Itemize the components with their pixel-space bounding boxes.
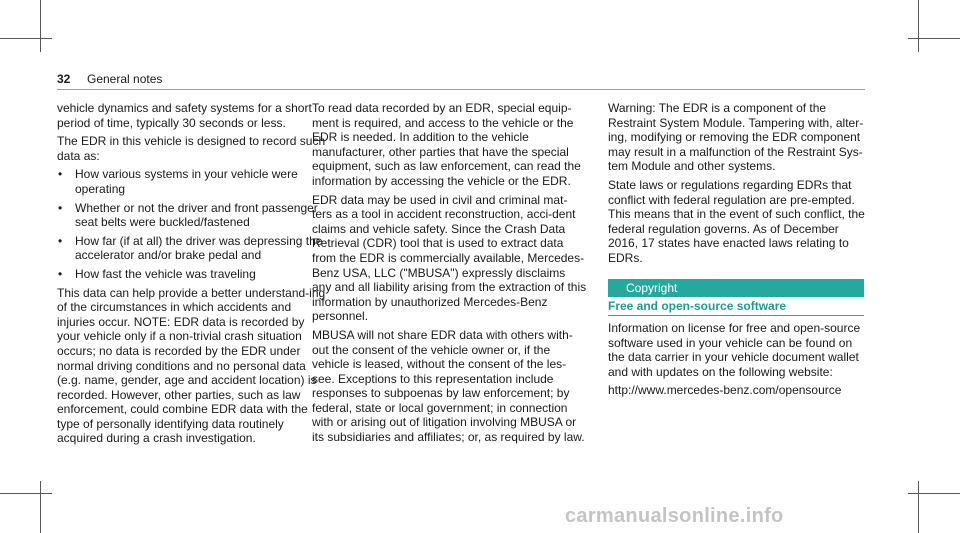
crop-mark	[0, 493, 52, 494]
column-3	[608, 101, 870, 270]
open-source-heading: Free and open-source software	[608, 299, 787, 313]
list-item	[57, 234, 329, 263]
bullet-list	[57, 167, 329, 281]
paragraph: vehicle dynamics and safety systems for a short period of time, typically 30 seconds or less.	[57, 101, 312, 130]
paragraph: Warning: The EDR is a component of the Restraint System Module. Tampering with, alter-ing, modifying or removing the EDR component may result in a malfunction of the Restraint Sys-tem Module and other systems.	[608, 101, 864, 174]
paragraph: The EDR in this vehicle is designed to record such data as:	[57, 134, 326, 163]
page-header	[57, 72, 865, 92]
list-item-text: How various systems in your vehicle were operating	[75, 167, 298, 196]
paragraph: EDR data may be used in civil and criminal mat-ters as a tool in accident reconstruction, acci-dent claims and vehicle safety. Since the Crash Data Retrieval (CDR) tool that is used to extract data from the EDR is commercially available, Mercedes-Benz USA, LLC ("MBUSA") expressly disclaims any and all liability arising from the extraction of this information by unauthorized Mercedes-Benz personnel.	[312, 192, 587, 324]
bullet-icon: •	[58, 266, 63, 281]
crop-mark	[40, 481, 41, 533]
column-1	[57, 101, 329, 450]
crop-mark	[908, 38, 960, 39]
list-item	[57, 201, 329, 230]
page-number: 32	[57, 72, 71, 86]
header-rule	[57, 89, 865, 90]
paragraph: To read data recorded by an EDR, special equip-ment is required, and access to the vehicle or the EDR is needed. In addition to the vehicle manufacturer, other parties that have the special equipment, such as law enforcement, can read the information by accessing the vehicle or the EDR.	[312, 101, 581, 188]
crop-mark	[908, 493, 960, 494]
crop-mark	[918, 0, 919, 52]
watermark: carmanualsonline.info	[565, 505, 784, 527]
bullet-icon: •	[58, 167, 63, 182]
opensource-url: http://www.mercedes-benz.com/opensource	[608, 383, 842, 398]
paragraph: State laws or regulations regarding EDRs that conflict with federal regulation are pre-empted. This means that in the event of such conflict, the federal regulation governs. As of December 2016, 17 states have enacted laws relating to EDRs.	[608, 177, 865, 265]
section-title: General notes	[87, 72, 163, 86]
list-item-text: Whether or not the driver and front passenger seat belts were buckled/fastened	[75, 200, 318, 230]
list-item-text: How far (if at all) the driver was depressing the accelerator and/or brake pedal and	[75, 233, 323, 263]
paragraph: This data can help provide a better understand-ing of the circumstances in which accidents and injuries occur. NOTE: EDR data is recorded by your vehicle only if a non-trivial crash situation occurs; no data is recorded by the EDR under normal driving conditions and no personal data (e.g. name, gender, age and accident location) is recorded. However, other parties, such as law enforcement, could combine EDR data with the type of personally identifying data routinely acquired during a crash investigation.	[57, 285, 326, 446]
copyright-heading-text: Copyright	[626, 281, 678, 295]
paragraph: Information on license for free and open-source software used in your vehicle can be found on the data carrier in your vehicle document wallet and with updates on the following website:	[608, 321, 861, 379]
bullet-icon: •	[58, 200, 63, 215]
column-2	[312, 101, 587, 449]
copyright-heading	[608, 279, 864, 297]
paragraph: MBUSA will not share EDR data with others with-out the consent of the vehicle owner or, if the vehicle is leased, without the consent of the les-see. Exceptions to this representation include responses to subpoenas by law enforcement; by federal, state or local government; in connection with or arising out of litigation involving MBUSA or its subsidiaries and affiliates; or, as required by law.	[312, 327, 585, 445]
list-item	[57, 167, 329, 196]
open-source-rule	[608, 315, 864, 316]
list-item	[57, 267, 329, 282]
crop-mark	[918, 481, 919, 533]
crop-mark	[0, 38, 52, 39]
column-3-lower	[608, 321, 870, 402]
crop-mark	[40, 0, 41, 52]
list-item-text: How fast the vehicle was traveling	[75, 266, 256, 281]
bullet-icon: •	[58, 233, 63, 248]
